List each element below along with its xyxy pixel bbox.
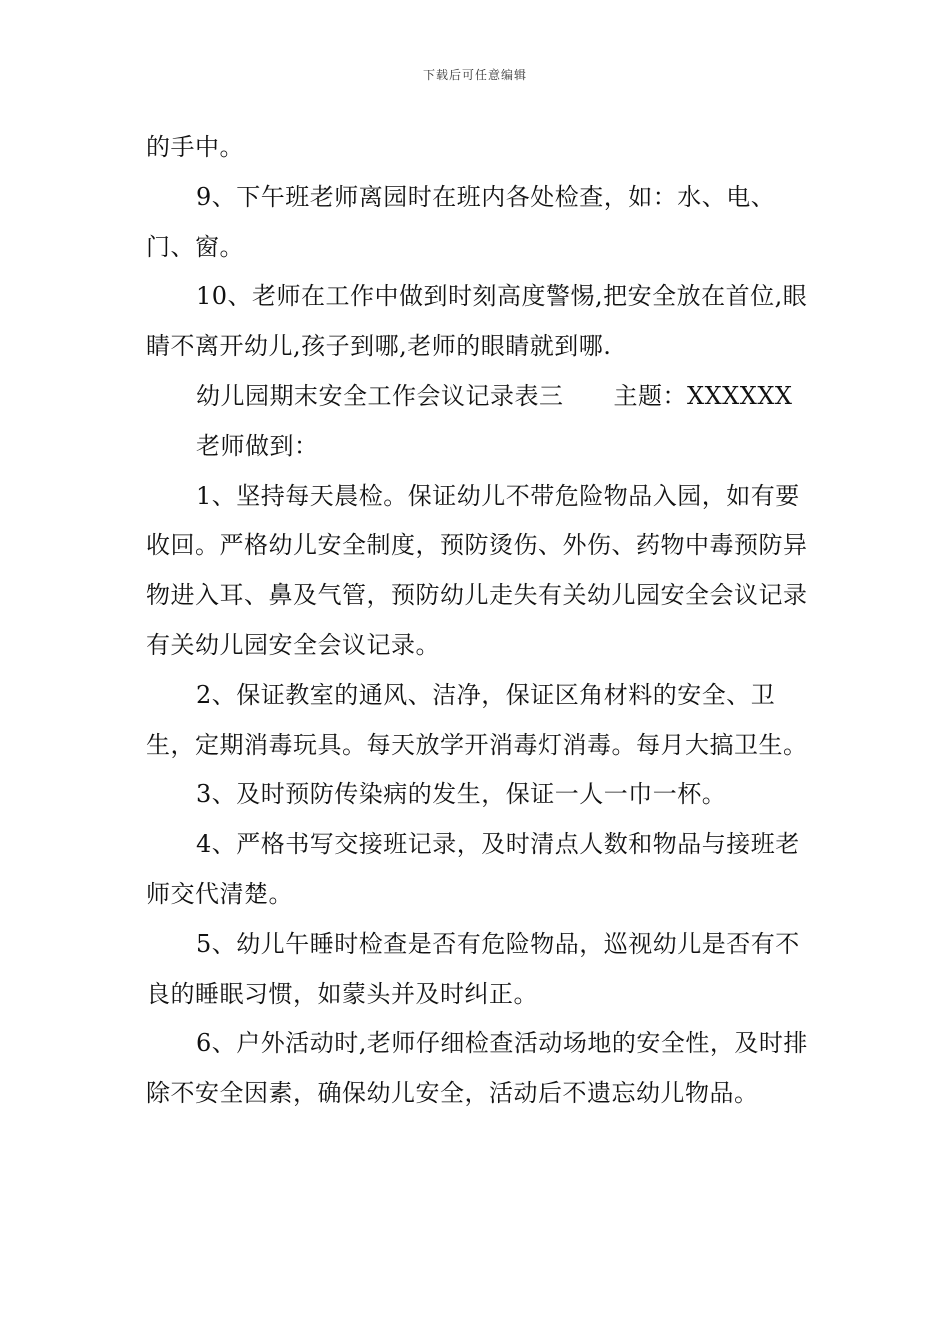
duty-item-5: 5、幼儿午睡时检查是否有危险物品，巡视幼儿是否有不良的睡眠习惯，如蒙头并及时纠正。 [146,929,800,1008]
duty-item-1: 1、坚持每天晨检。保证幼儿不带危险物品入园，如有要收回。严格幼儿安全制度，预防烫伤、外伤、药物中毒预防异物进入耳、鼻及气管，预防幼儿走失有关幼儿园安全会议记录有关幼儿园安全会议记录。 [146,481,808,659]
paragraph-item-9: 9、下午班老师离园时在班内各处检查，如：水、电、门、窗。 [146,182,776,261]
duty-item-3: 3、及时预防传染病的发生，保证一人一巾一杯。 [196,780,727,809]
section-subject: 主题：XXXXXX [613,381,793,410]
duty-item-2: 2、保证教室的通风、洁净，保证区角材料的安全、卫生，定期消毒玩具。每天放学开消毒灯消毒。每月大搞卫生。 [146,680,808,759]
section-title-line [146,372,816,422]
page-header: 下载后可任意编辑 [422,68,527,82]
section-title: 幼儿园期末安全工作会议记录表三 [196,381,564,410]
paragraph-continuation: 的手中。 [146,133,244,161]
document-body [146,123,816,1119]
teacher-duties-heading: 老师做到： [196,431,319,460]
duty-item-4: 4、严格书写交接班记录，及时清点人数和物品与接班老师交代清楚。 [146,830,800,908]
paragraph-item-10: 10、老师在工作中做到时刻高度警惕,把安全放在首位,眼睛不离开幼儿,孩子到哪,老师的眼睛就到哪. [146,282,808,361]
duty-item-6: 6、户外活动时,老师仔细检查活动场地的安全性，及时排除不安全因素，确保幼儿安全，活动后不遗忘幼儿物品。 [146,1029,808,1108]
